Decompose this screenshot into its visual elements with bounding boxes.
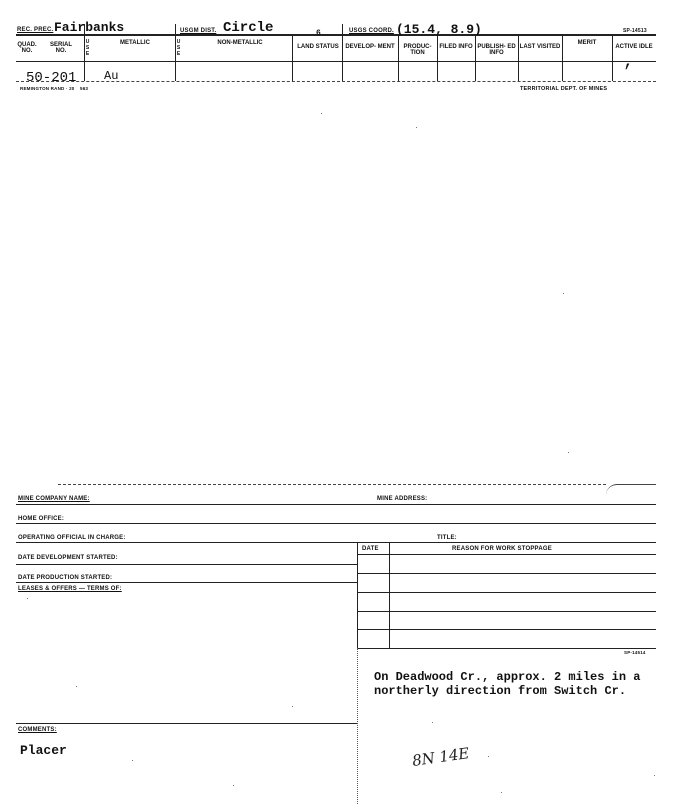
speck [563,293,564,294]
rule [16,582,357,583]
location-line-1: On Deadwood Cr., approx. 2 miles in a [374,670,641,684]
comments-label: COMMENTS: [18,727,57,733]
record-serial: 50-201 [26,70,77,86]
speck [27,598,28,599]
lower-dashed-top [58,484,606,485]
vertical-rule [612,36,613,81]
col-merit: MERIT [577,40,597,46]
rule [357,629,656,630]
col-last-visited: LAST VISITED [519,44,561,50]
rule [357,573,656,574]
speck [432,722,433,723]
vertical-rule [398,36,399,81]
speck [488,756,489,757]
rec-prec-label: REC. PREC. [17,27,54,33]
rule [16,504,656,505]
col-use-1: U S E [85,39,90,57]
vertical-rule [389,542,390,648]
vertical-rule [518,36,519,81]
location-line-2: northerly direction from Switch Cr. [374,684,627,698]
printer-code: 563 [80,86,89,91]
col-quad-no: QUAD. NO. [17,42,37,54]
col-development: DEVELOP- MENT [345,44,395,50]
speck [416,127,417,128]
rule [357,611,656,612]
title-label: TITLE: [437,535,457,541]
form-number-2: SP-14514 [624,650,646,655]
rule [357,554,656,555]
date-col-label: DATE [362,546,379,552]
leases-label: LEASES & OFFERS — TERMS OF: [18,586,122,592]
small-mark: 6 [316,29,321,38]
usgs-coord-label: USGS COORD. [349,28,394,34]
vertical-rule [475,36,476,81]
rule [16,523,656,524]
speck [321,113,322,114]
rec-prec-value: Fairbanks [54,20,125,35]
record-metallic: Au [104,69,119,83]
header-row-rule [16,61,656,62]
rule [16,723,357,724]
col-serial-no: SERIAL NO. [49,42,72,54]
curve-mark [606,484,656,495]
speck [132,760,133,761]
col-published-info: PUBLISH- ED INFO [477,44,516,56]
speck [76,686,77,687]
home-office-label: HOME OFFICE: [18,516,65,522]
col-non-metallic: NON-METALLIC [217,40,263,46]
rule [357,648,656,649]
col-use-2: U S E [176,39,181,57]
date-prod-label: DATE PRODUCTION STARTED: [18,575,113,581]
vertical-rule [342,24,343,81]
vertical-rule [292,36,293,81]
col-active-idle: ACTIVE IDLE [615,44,653,50]
speck [233,785,234,786]
usgm-dist-label: USGM DIST. [180,28,217,34]
date-dev-label: DATE DEVELOPMENT STARTED: [18,555,118,561]
active-mark: ’ [622,63,633,83]
vertical-rule [437,36,438,81]
col-production: PRODUC- TION [403,44,432,56]
usgs-coord-value: (15.4, 8.9) [396,22,482,37]
speck [501,792,502,793]
department-label: TERRITORIAL DEPT. OF MINES [520,86,608,92]
handwritten-coords: 8N 14E [411,744,471,770]
col-metallic: METALLIC [120,40,150,46]
col-filed-info: FILED INFO [439,44,473,50]
speck [654,775,655,776]
rule [16,542,656,543]
usgm-dist-value: Circle [223,20,274,36]
rule [357,592,656,593]
mine-company-label: MINE COMPANY NAME: [18,496,90,502]
operating-official-label: OPERATING OFFICIAL IN CHARGE: [18,535,126,541]
reason-label: REASON FOR WORK STOPPAGE [452,546,552,552]
record-dashed-line [16,81,656,82]
printer-label: REMINGTON RAND · 20 [20,86,75,91]
form-number: SP-14513 [623,28,647,34]
mine-address-label: MINE ADDRESS: [377,496,428,502]
speck [292,706,293,707]
vertical-rule [357,542,358,648]
col-land-status: LAND STATUS [297,44,339,50]
comments-value: Placer [20,743,67,758]
rule [16,564,357,565]
dotted-divider [357,648,358,804]
speck [568,452,569,453]
